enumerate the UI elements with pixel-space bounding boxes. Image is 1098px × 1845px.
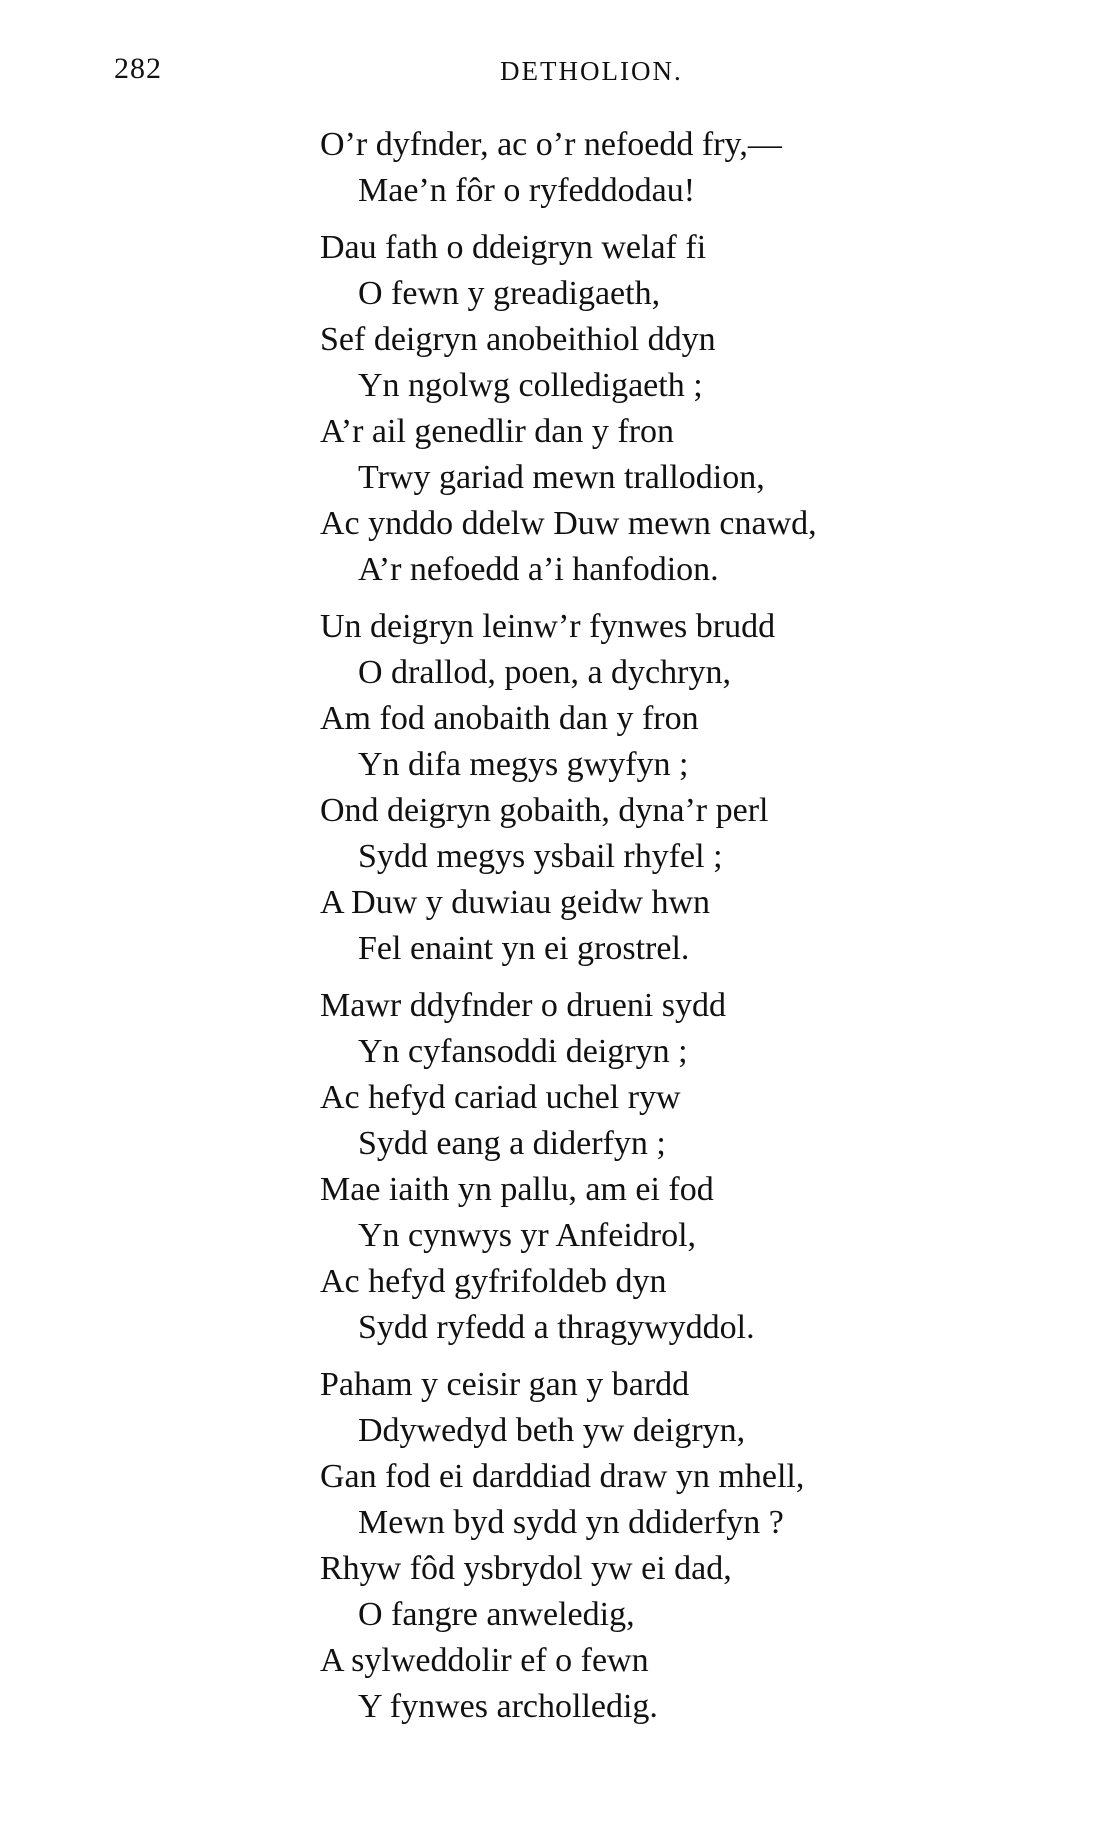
- page-number: 282: [114, 52, 162, 85]
- poem-line: Ac hefyd cariad uchel ryw: [320, 1079, 681, 1116]
- poem-line: O drallod, poen, a dychryn,: [358, 654, 731, 691]
- poem-line: Rhyw fôd ysbrydol yw ei dad,: [320, 1550, 732, 1587]
- poem-line: Trwy gariad mewn trallodion,: [358, 459, 765, 496]
- poem-line: Ddywedyd beth yw deigryn,: [358, 1412, 746, 1449]
- poem-line: Am fod anobaith dan y fron: [320, 700, 699, 737]
- poem-line: Yn ngolwg colledigaeth ;: [358, 367, 703, 404]
- poem-line: Sef deigryn anobeithiol ddyn: [320, 321, 716, 358]
- poem-line: Yn cyfansoddi deigryn ;: [358, 1033, 688, 1070]
- poem-line: Ac hefyd gyfrifoldeb dyn: [320, 1263, 667, 1300]
- poem-line: Ac ynddo ddelw Duw mewn cnawd,: [320, 505, 817, 542]
- stanza: [320, 983, 1040, 1351]
- poem-line: Mae iaith yn pallu, am ei fod: [320, 1171, 714, 1208]
- running-title: DETHOLION.: [500, 56, 683, 86]
- poem-line: Yn difa megys gwyfyn ;: [358, 746, 689, 783]
- poem-line: Fel enaint yn ei grostrel.: [358, 930, 690, 967]
- poem-line: Sydd megys ysbail rhyfel ;: [358, 838, 723, 875]
- poem-line: Gan fod ei darddiad draw yn mhell,: [320, 1458, 805, 1495]
- poem-line: A’r nefoedd a’i hanfodion.: [358, 551, 719, 588]
- poem-line: Sydd eang a diderfyn ;: [358, 1125, 666, 1162]
- poem-line: O fangre anweledig,: [358, 1596, 635, 1633]
- poem-line: A sylweddolir ef o fewn: [320, 1642, 649, 1679]
- poem-line: Yn cynwys yr Anfeidrol,: [358, 1217, 697, 1254]
- stanza: [320, 1362, 1040, 1730]
- poem-line: A Duw y duwiau geidw hwn: [320, 884, 711, 921]
- poem-line: Un deigryn leinw’r fynwes brudd: [320, 608, 776, 645]
- poem-line: A’r ail genedlir dan y fron: [320, 413, 675, 450]
- poem-line: Ond deigryn gobaith, dyna’r perl: [320, 792, 769, 829]
- stanza: [320, 225, 1040, 593]
- poem-line: Y fynwes archolledig.: [358, 1688, 658, 1725]
- poem-line: O fewn y greadigaeth,: [358, 275, 661, 312]
- stanza: [320, 122, 1040, 214]
- poem-line: Mae’n fôr o ryfeddodau!: [358, 172, 696, 209]
- poem-line: Sydd ryfedd a thragywyddol.: [358, 1309, 755, 1346]
- poem-line: Dau fath o ddeigryn welaf fi: [320, 229, 707, 266]
- poem-line: Mawr ddyfnder o drueni sydd: [320, 987, 727, 1024]
- poem: [320, 122, 1040, 1730]
- poem-line: O’r dyfnder, ac o’r nefoedd fry,—: [320, 126, 782, 163]
- stanza: [320, 604, 1040, 972]
- poem-line: Mewn byd sydd yn ddiderfyn ?: [358, 1504, 784, 1541]
- poem-line: Paham y ceisir gan y bardd: [320, 1366, 690, 1403]
